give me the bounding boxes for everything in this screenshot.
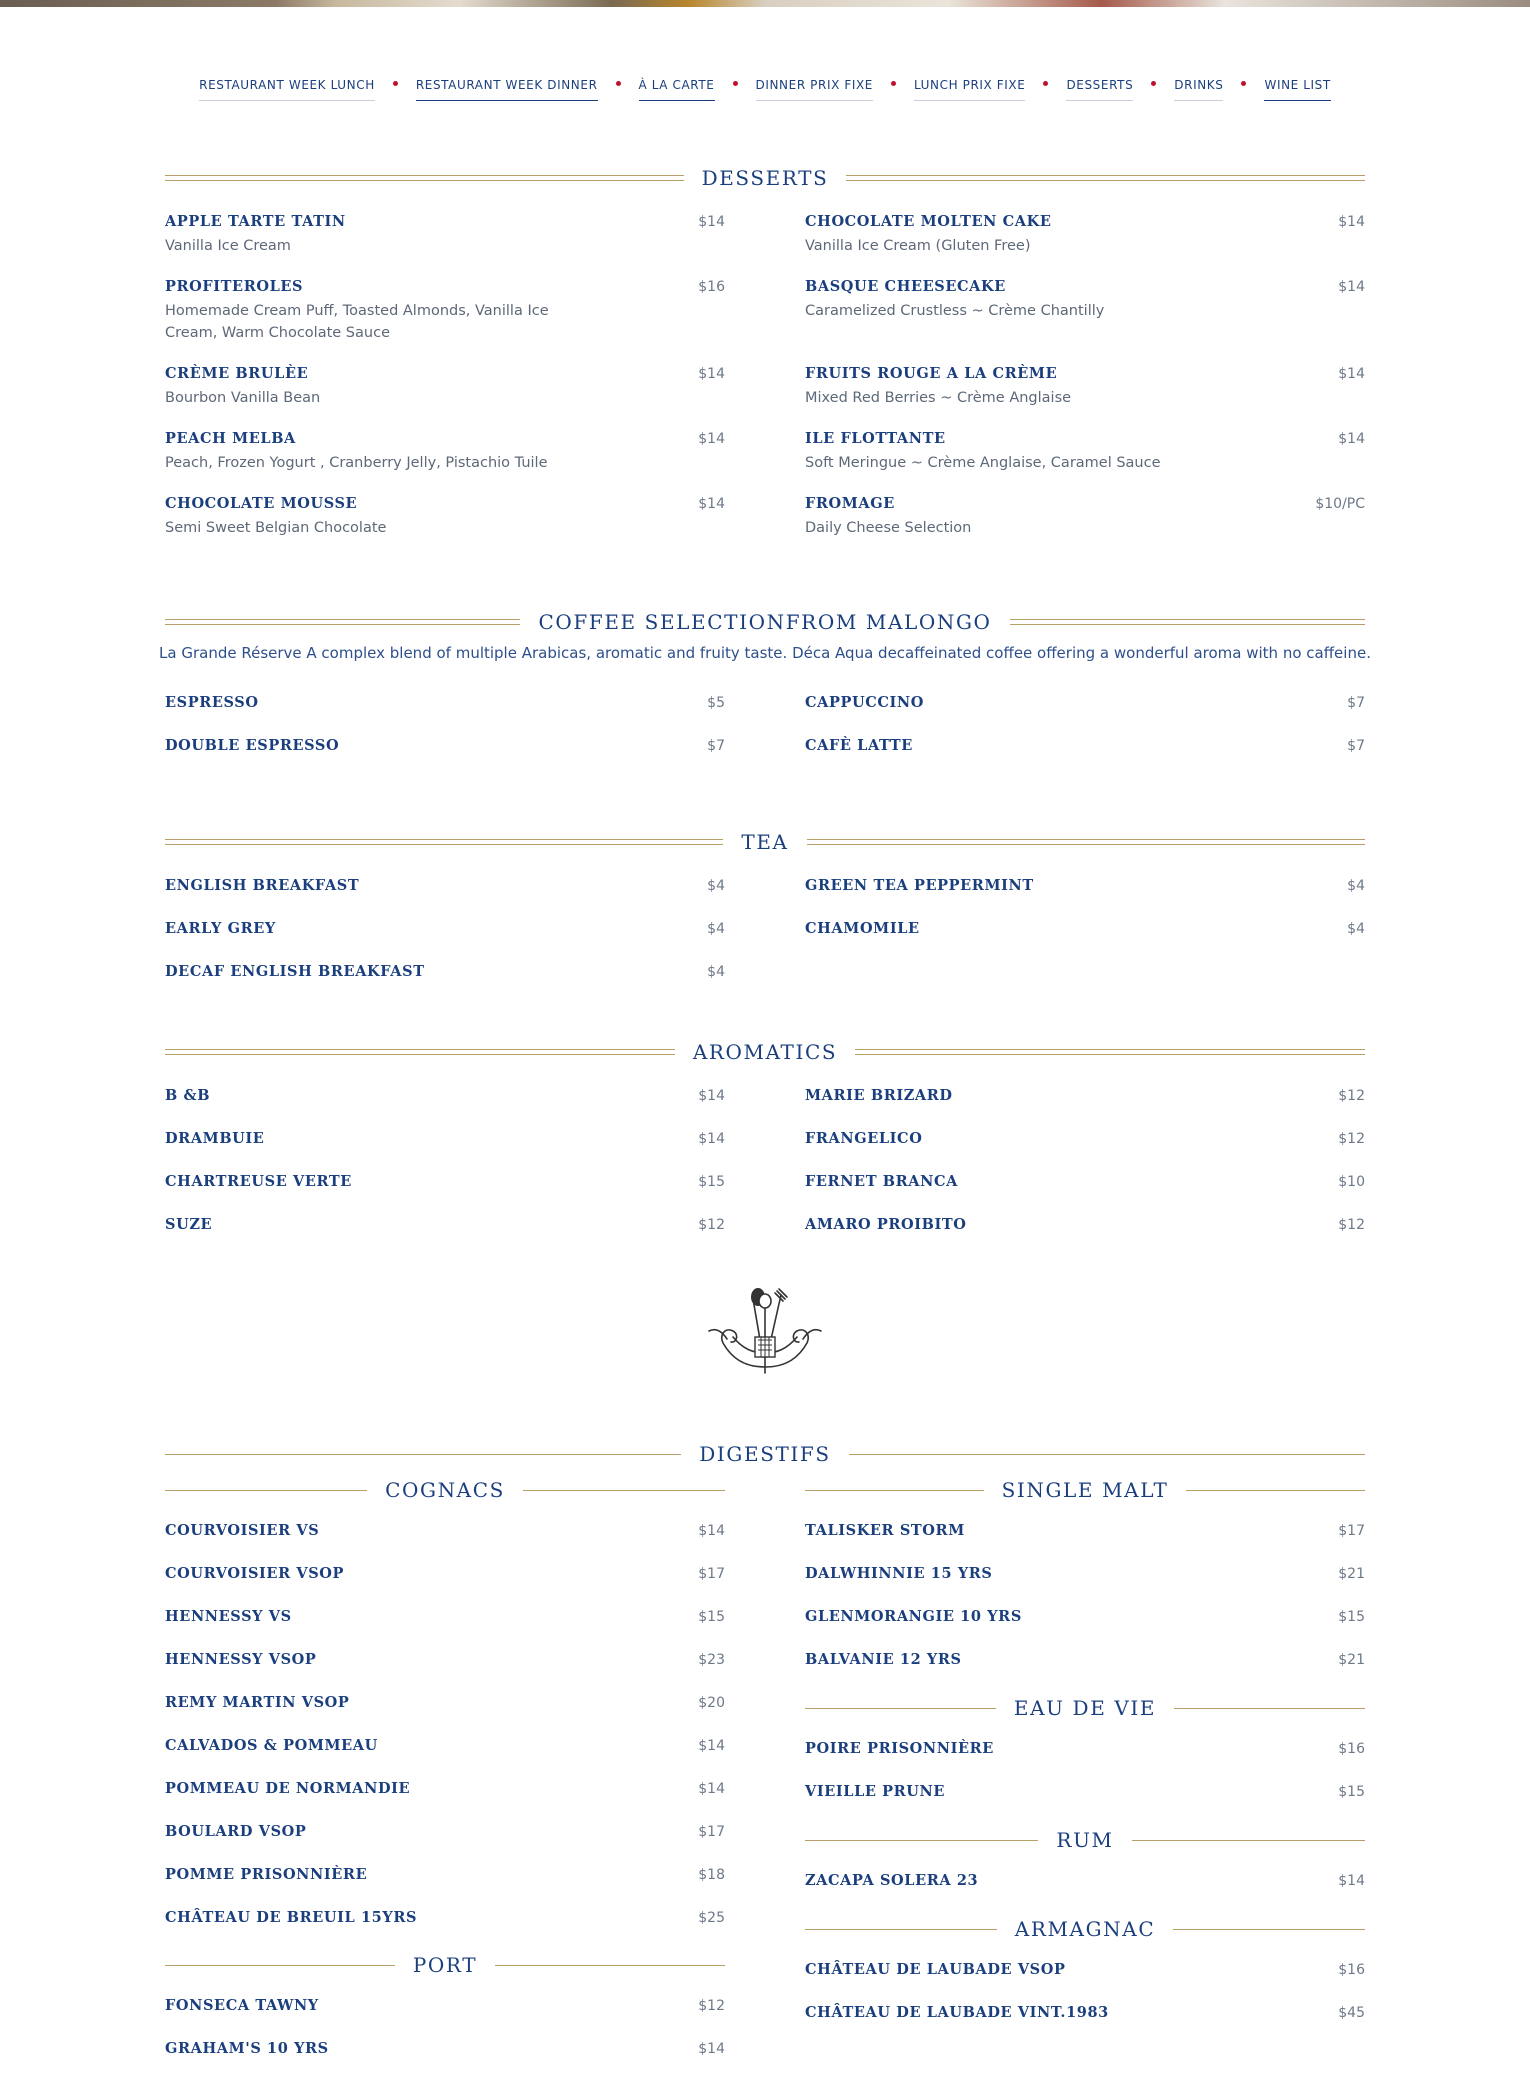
item-price: $14 xyxy=(698,1781,725,1797)
item-name: GRAHAM'S 10 YRS xyxy=(165,2040,329,2057)
heading-rule xyxy=(805,1929,997,1930)
item-price: $21 xyxy=(1338,1652,1365,1668)
nav-lunch-prix-fixe[interactable]: LUNCH PRIX FIXE xyxy=(914,78,1025,101)
menu-item xyxy=(165,877,725,894)
heading-rule xyxy=(523,1490,725,1491)
item-description: Bourbon Vanilla Bean xyxy=(165,390,321,406)
item-price: $25 xyxy=(698,1910,725,1926)
item-price: $16 xyxy=(1338,1741,1365,1757)
menu-item xyxy=(165,737,725,754)
item-name: BASQUE CHEESECAKE xyxy=(805,278,1006,295)
item-price: $14 xyxy=(698,1523,725,1539)
menu-item xyxy=(805,1608,1365,1625)
heading-rule xyxy=(165,1049,675,1055)
heading-rule xyxy=(855,1049,1365,1055)
item-price: $15 xyxy=(1338,1784,1365,1800)
item-name: REMY MARTIN VSOP xyxy=(165,1694,350,1711)
menu-item xyxy=(805,1740,1365,1757)
item-price: $4 xyxy=(707,878,725,894)
item-name: POMME PRISONNIÈRE xyxy=(165,1866,368,1883)
coffee-description: La Grande Réserve A complex blend of multiple Arabicas, aromatic and fruity taste. Déca Aqua decaffeinated coffee offering a wonderful aroma with no caffeine. xyxy=(159,644,1371,662)
item-description: Vanilla Ice Cream (Gluten Free) xyxy=(805,238,1031,254)
menu-item xyxy=(165,1608,725,1625)
digestifs-heading xyxy=(165,1442,1365,1466)
item-price: $16 xyxy=(698,279,725,295)
item-price: $16 xyxy=(1338,1962,1365,1978)
menu-item xyxy=(805,1087,1365,1104)
menu-item xyxy=(165,1866,725,1883)
item-price: $14 xyxy=(1338,431,1365,447)
menu-item xyxy=(805,1522,1365,1539)
item-name: HENNESSY VS xyxy=(165,1608,292,1625)
item-description: Caramelized Crustless ~ Crème Chantilly xyxy=(805,303,1105,319)
menu-item xyxy=(805,2004,1365,2021)
heading-rule xyxy=(805,1708,996,1709)
nav-restaurant-week-dinner[interactable]: RESTAURANT WEEK DINNER xyxy=(416,78,598,101)
heading-rule xyxy=(165,175,684,181)
item-price: $14 xyxy=(1338,214,1365,230)
item-name: ESPRESSO xyxy=(165,694,259,711)
item-name: DECAF ENGLISH BREAKFAST xyxy=(165,963,425,980)
menu-item xyxy=(165,213,725,257)
single-malt-heading xyxy=(805,1478,1365,1502)
item-description: Homemade Cream Puff, Toasted Almonds, Vanilla Ice Cream, Warm Chocolate Sauce xyxy=(165,303,549,341)
item-price: $12 xyxy=(1338,1088,1365,1104)
menu-item xyxy=(805,1651,1365,1668)
menu-item xyxy=(805,1130,1365,1147)
item-price: $18 xyxy=(698,1867,725,1883)
item-price: $12 xyxy=(698,1217,725,1233)
item-name: MARIE BRIZARD xyxy=(805,1087,953,1104)
cutlery-crest-icon xyxy=(703,1287,827,1375)
item-name: TALISKER STORM xyxy=(805,1522,965,1539)
eau-de-vie-title: EAU DE VIE xyxy=(1013,1696,1157,1720)
heading-rule xyxy=(1132,1840,1365,1841)
item-name: PEACH MELBA xyxy=(165,430,296,447)
nav-drinks[interactable]: DRINKS xyxy=(1174,78,1223,101)
menu-item xyxy=(165,1565,725,1582)
heading-rule xyxy=(165,1454,681,1455)
menu-item xyxy=(805,1216,1365,1233)
menu-item xyxy=(165,365,725,409)
item-price: $5 xyxy=(707,695,725,711)
rum-heading xyxy=(805,1828,1365,1852)
item-price: $7 xyxy=(1347,738,1365,754)
port-title: PORT xyxy=(412,1953,478,1977)
item-price: $23 xyxy=(698,1652,725,1668)
item-description: Mixed Red Berries ~ Crème Anglaise xyxy=(805,390,1072,406)
nav-wine-list[interactable]: WINE LIST xyxy=(1264,78,1330,101)
desserts-title: DESSERTS xyxy=(701,166,829,190)
menu-item xyxy=(805,495,1365,539)
item-name: AMARO PROIBITO xyxy=(805,1216,967,1233)
item-name: CHÂTEAU DE LAUBADE VSOP xyxy=(805,1961,1066,1978)
item-name: FERNET BRANCA xyxy=(805,1173,958,1190)
menu-item xyxy=(165,694,725,711)
heading-rule xyxy=(1186,1490,1365,1491)
menu-item xyxy=(165,1087,725,1104)
heading-rule xyxy=(805,1490,984,1491)
heading-rule xyxy=(1010,619,1365,625)
item-price: $7 xyxy=(1347,695,1365,711)
heading-rule xyxy=(165,1490,367,1491)
nav-restaurant-week-lunch[interactable]: RESTAURANT WEEK LUNCH xyxy=(199,78,375,101)
item-price: $14 xyxy=(698,1088,725,1104)
item-name: APPLE TARTE TATIN xyxy=(165,213,346,230)
heading-rule xyxy=(1173,1929,1365,1930)
item-price: $14 xyxy=(698,1738,725,1754)
item-price: $12 xyxy=(1338,1217,1365,1233)
item-name: B &B xyxy=(165,1087,211,1104)
item-price: $14 xyxy=(698,2041,725,2057)
menu-item xyxy=(165,1823,725,1840)
item-name: CHAMOMILE xyxy=(805,920,920,937)
eau-de-vie-heading xyxy=(805,1696,1365,1720)
menu-item xyxy=(165,1694,725,1711)
item-price: $14 xyxy=(1338,1873,1365,1889)
armagnac-title: ARMAGNAC xyxy=(1014,1917,1156,1941)
menu-item xyxy=(805,1783,1365,1800)
heading-rule xyxy=(805,1840,1038,1841)
item-name: COURVOISIER VS xyxy=(165,1522,320,1539)
item-price: $4 xyxy=(707,964,725,980)
nav-dinner-prix-fixe[interactable]: DINNER PRIX FIXE xyxy=(756,78,873,101)
item-name: SUZE xyxy=(165,1216,213,1233)
item-price: $17 xyxy=(1338,1523,1365,1539)
item-name: EARLY GREY xyxy=(165,920,276,937)
item-name: POMMEAU DE NORMANDIE xyxy=(165,1780,411,1797)
menu-item xyxy=(805,365,1365,409)
item-price: $45 xyxy=(1338,2005,1365,2021)
item-name: CAFÈ LATTE xyxy=(805,737,913,754)
item-name: HENNESSY VSOP xyxy=(165,1651,317,1668)
item-price: $10 xyxy=(1338,1174,1365,1190)
item-price: $14 xyxy=(698,366,725,382)
nav-separator-dot xyxy=(891,81,896,86)
menu-item xyxy=(805,694,1365,711)
item-price: $15 xyxy=(1338,1609,1365,1625)
aromatics-heading xyxy=(165,1040,1365,1064)
item-name: GREEN TEA PEPPERMINT xyxy=(805,877,1034,894)
menu-item xyxy=(165,1997,725,2014)
item-name: ENGLISH BREAKFAST xyxy=(165,877,360,894)
item-price: $12 xyxy=(698,1998,725,2014)
menu-item xyxy=(165,1522,725,1539)
item-name: DALWHINNIE 15 YRS xyxy=(805,1565,993,1582)
item-name: CHOCOLATE MOLTEN CAKE xyxy=(805,213,1052,230)
menu-item xyxy=(165,1909,725,1926)
tea-title: TEA xyxy=(741,830,789,854)
item-price: $14 xyxy=(698,1131,725,1147)
heading-rule xyxy=(165,619,520,625)
item-name: DOUBLE ESPRESSO xyxy=(165,737,340,754)
menu-item xyxy=(805,1961,1365,1978)
cognacs-title: COGNACS xyxy=(385,1478,505,1502)
item-price: $14 xyxy=(1338,279,1365,295)
item-description: Soft Meringue ~ Crème Anglaise, Caramel Sauce xyxy=(805,455,1161,471)
heading-rule xyxy=(165,839,723,845)
item-price: $4 xyxy=(707,921,725,937)
item-name: CALVADOS & POMMEAU xyxy=(165,1737,378,1754)
item-name: BOULARD VSOP xyxy=(165,1823,307,1840)
item-price: $4 xyxy=(1347,921,1365,937)
menu-item xyxy=(165,2040,725,2057)
item-name: FONSECA TAWNY xyxy=(165,1997,319,2014)
item-description: Vanilla Ice Cream xyxy=(165,238,291,254)
nav-separator-dot xyxy=(1241,81,1246,86)
item-price: $17 xyxy=(698,1566,725,1582)
item-name: CRÈME BRULÈE xyxy=(165,365,309,382)
single-malt-title: SINGLE MALT xyxy=(1001,1478,1169,1502)
nav-desserts[interactable]: DESSERTS xyxy=(1066,78,1133,101)
item-description: Semi Sweet Belgian Chocolate xyxy=(165,520,387,536)
item-price: $7 xyxy=(707,738,725,754)
tea-heading xyxy=(165,830,1365,854)
cognacs-heading xyxy=(165,1478,725,1502)
item-description: Daily Cheese Selection xyxy=(805,520,972,536)
heading-rule xyxy=(165,1965,395,1966)
menu-item xyxy=(805,1173,1365,1190)
menu-item xyxy=(165,278,725,344)
menu-item xyxy=(165,1780,725,1797)
item-price: $20 xyxy=(698,1695,725,1711)
menu-nav xyxy=(0,78,1530,101)
item-price: $14 xyxy=(1338,366,1365,382)
menu-item xyxy=(165,495,725,539)
item-name: DRAMBUIE xyxy=(165,1130,265,1147)
nav-separator-dot xyxy=(393,81,398,86)
item-price: $12 xyxy=(1338,1131,1365,1147)
menu-item xyxy=(165,1173,725,1190)
item-name: ILE FLOTTANTE xyxy=(805,430,946,447)
item-name: CAPPUCCINO xyxy=(805,694,924,711)
item-name: FROMAGE xyxy=(805,495,895,512)
item-price: $4 xyxy=(1347,878,1365,894)
menu-item xyxy=(165,430,725,474)
item-name: PROFITEROLES xyxy=(165,278,304,295)
menu-item xyxy=(805,430,1365,474)
digestifs-title: DIGESTIFS xyxy=(699,1442,831,1466)
menu-item xyxy=(165,1651,725,1668)
item-price: $14 xyxy=(698,496,725,512)
nav-separator-dot xyxy=(616,81,621,86)
item-description: Peach, Frozen Yogurt , Cranberry Jelly, Pistachio Tuile xyxy=(165,455,548,471)
armagnac-heading xyxy=(805,1917,1365,1941)
menu-item xyxy=(165,1216,725,1233)
item-price: $15 xyxy=(698,1174,725,1190)
item-price: $10/PC xyxy=(1315,496,1365,512)
nav-separator-dot xyxy=(733,81,738,86)
item-name: ZACAPA SOLERA 23 xyxy=(805,1872,979,1889)
aromatics-title: AROMATICS xyxy=(692,1040,838,1064)
menu-item xyxy=(805,737,1365,754)
item-name: FRUITS ROUGE A LA CRÈME xyxy=(805,365,1058,382)
item-price: $17 xyxy=(698,1824,725,1840)
coffee-title: COFFEE SELECTIONFROM MALONGO xyxy=(538,610,992,634)
menu-item xyxy=(805,1872,1365,1889)
menu-item xyxy=(165,963,725,980)
item-name: CHARTREUSE VERTE xyxy=(165,1173,352,1190)
desserts-heading xyxy=(165,166,1365,190)
menu-item xyxy=(805,1565,1365,1582)
menu-item xyxy=(165,1130,725,1147)
coffee-heading xyxy=(165,610,1365,634)
item-name: CHÂTEAU DE LAUBADE VINT.1983 xyxy=(805,2004,1109,2021)
menu-item xyxy=(805,213,1365,257)
menu-item xyxy=(805,877,1365,894)
item-name: COURVOISIER VSOP xyxy=(165,1565,345,1582)
hero-image-strip xyxy=(0,0,1530,7)
item-name: GLENMORANGIE 10 YRS xyxy=(805,1608,1022,1625)
item-price: $15 xyxy=(698,1609,725,1625)
menu-item xyxy=(805,278,1365,322)
item-name: CHOCOLATE MOUSSE xyxy=(165,495,358,512)
item-price: $21 xyxy=(1338,1566,1365,1582)
item-name: POIRE PRISONNIÈRE xyxy=(805,1740,994,1757)
item-name: VIEILLE PRUNE xyxy=(805,1783,946,1800)
nav-separator-dot xyxy=(1043,81,1048,86)
nav-a-la-carte[interactable]: À LA CARTE xyxy=(639,78,715,101)
menu-item xyxy=(165,1737,725,1754)
rum-title: RUM xyxy=(1056,1828,1114,1852)
port-heading xyxy=(165,1953,725,1977)
item-name: BALVANIE 12 YRS xyxy=(805,1651,962,1668)
heading-rule xyxy=(807,839,1365,845)
item-name: CHÂTEAU DE BREUIL 15YRS xyxy=(165,1909,418,1926)
heading-rule xyxy=(846,175,1365,181)
heading-rule xyxy=(495,1965,725,1966)
item-price: $14 xyxy=(698,431,725,447)
item-name: FRANGELICO xyxy=(805,1130,923,1147)
heading-rule xyxy=(849,1454,1365,1455)
menu-item xyxy=(805,920,1365,937)
menu-item xyxy=(165,920,725,937)
item-price: $14 xyxy=(698,214,725,230)
heading-rule xyxy=(1174,1708,1365,1709)
nav-separator-dot xyxy=(1151,81,1156,86)
